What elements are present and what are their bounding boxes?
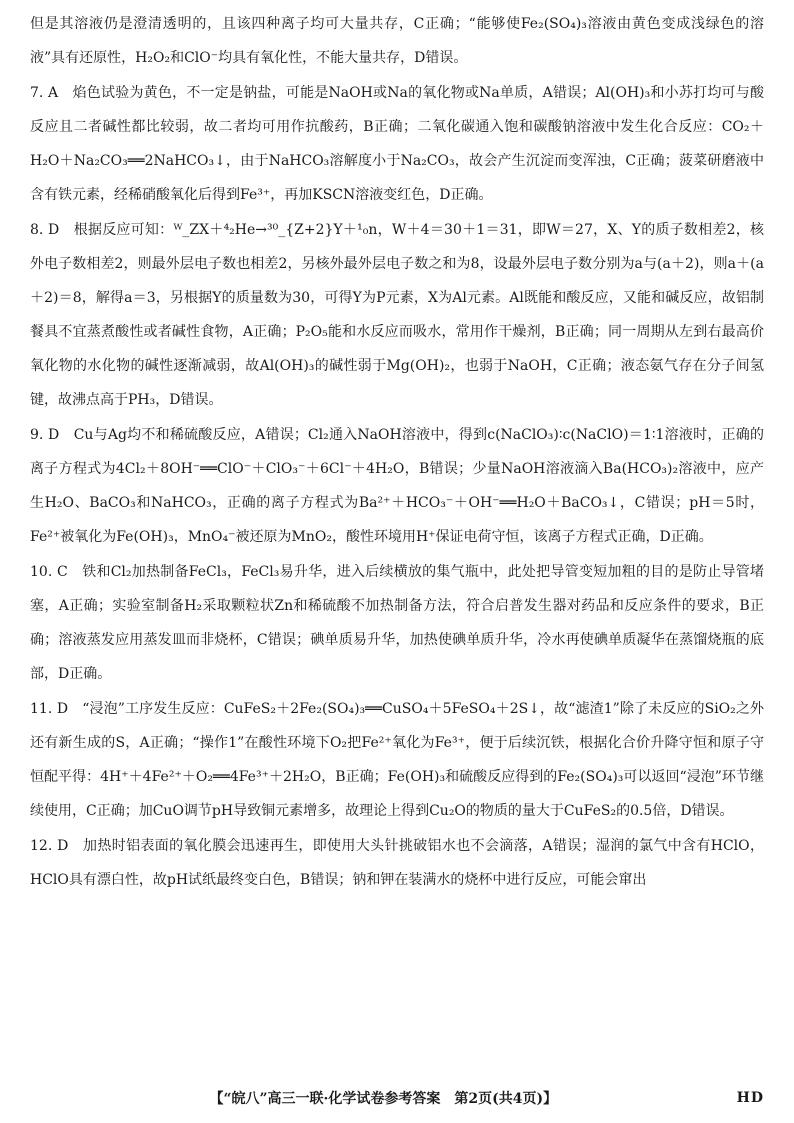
answer-q12: 12. D 加热时铝表面的氧化膜会迅速再生，即使用大头针挑破铝水也不会滴落，A错误；湿润的氯气中含有HClO，HClO具有漂白性，故pH试纸最终变白色，B错误；钠和钾在装满水的烧杯中进行反应，可能会窜出 xyxy=(30,838,764,888)
footer-title: 【“皖八”高三一联·化学试卷参考答案 第2页(共4页)】 xyxy=(209,1091,558,1107)
page-footer xyxy=(30,1088,764,1108)
answer-q8: 8. D 根据反应可知：ᵂ_ZX＋⁴₂He→³⁰_{Z+2}Y＋¹₀n，W＋4＝30＋1＝31，即W＝27，X、Y的质子数相差2，核外电子数相差2，则最外层电子数也相差2，另核外最外层电子数之和为8，设最外层电子数分别为a与(a＋2)，则a＋(a＋2)＝8，解得a＝3，另根据Y的质量数为30，可得Y为P元素，X为Al元素。Al既能和酸反应，又能和碱反应，故铝制餐具不宜蒸煮酸性或者碱性食物，A正确；P₂O₅能和水反应而吸水，常用作干燥剂，B正确；同一周期从左到右最高价氧化物的水化物的碱性逐渐减弱，故Al(OH)₃的碱性弱于Mg(OH)₂，也弱于NaOH，C正确；液态氨气存在分子间氢键，故沸点高于PH₃，D错误。 xyxy=(30,222,764,408)
answer-q10: 10. C 铁和Cl₂加热制备FeCl₃，FeCl₃易升华，进入后续横放的集气瓶中，此处把导管变短加粗的目的是防止导管堵塞，A正确；实验室制备H₂采取颗粒状Zn和稀硫酸不加热制备方法，符合启普发生器对药品和反应条件的要求，B正确；溶液蒸发应用蒸发皿而非烧杯，C错误；碘单质易升华，加热使碘单质升华，冷水再使碘单质凝华在蒸馏烧瓶的底部，D正确。 xyxy=(30,564,764,682)
answer-q9: 9. D Cu与Ag均不和稀硫酸反应，A错误；Cl₂通入NaOH溶液中，得到c(NaClO₃)∶c(NaClO)＝1∶1溶液时，正确的离子方程式为4Cl₂＋8OH⁻══ClO⁻＋ClO₃⁻＋6Cl⁻＋4H₂O，B错误；少量NaOH溶液滴入Ba(HCO₃)₂溶液中，应产生H₂O、BaCO₃和NaHCO₃，正确的离子方程式为Ba²⁺＋HCO₃⁻＋OH⁻══H₂O＋BaCO₃↓，C错误；pH＝5时，Fe²⁺被氧化为Fe(OH)₃，MnO₄⁻被还原为MnO₂，酸性环境用H⁺保证电荷守恒，该离子方程式正确，D正确。 xyxy=(30,427,764,545)
answer-q11: 11. D “浸泡”工序发生反应：CuFeS₂＋2Fe₂(SO₄)₃══CuSO₄＋5FeSO₄＋2S↓，故“滤渣1”除了未反应的SiO₂之外还有新生成的S，A正确；“操作1”在酸性环境下O₂把Fe²⁺氧化为Fe³⁺，便于后续沉铁，根据化合价升降守恒和原子守恒配平得：4H⁺＋4Fe²⁺＋O₂══4Fe³⁺＋2H₂O，B正确；Fe(OH)₃和硫酸反应得到的Fe₂(SO₄)₃可以返回“浸泡”环节继续使用，C正确；加CuO调节pH导致铜元素增多，故理论上得到Cu₂O的物质的量大于CuFeS₂的0.5倍，D错误。 xyxy=(30,701,764,819)
answer-q7: 7. A 焰色试验为黄色，不一定是钠盐，可能是NaOH或Na的氧化物或Na单质，A错误；Al(OH)₃和小苏打均可与酸反应且二者碱性都比较弱，故二者均可用作抗酸药，B正确；二氧化碳通入饱和碳酸钠溶液中发生化合反应：CO₂＋H₂O＋Na₂CO₃══2NaHCO₃↓，由于NaHCO₃溶解度小于Na₂CO₃，故会产生沉淀而变浑浊，C正确；菠菜研磨液中含有铁元素，经稀硝酸氧化后得到Fe³⁺，再加KSCN溶液变红色，D正确。 xyxy=(30,85,764,203)
answer-q6-continuation: 但是其溶液仍是澄清透明的，且该四种离子均可大量共存，C正确；“能够使Fe₂(SO₄)₃溶液由黄色变成浅绿色的溶液”具有还原性，H₂O₂和ClO⁻均具有氧化性，不能大量共存，D错误。 xyxy=(30,16,764,66)
footer-code: HD xyxy=(736,1090,764,1106)
